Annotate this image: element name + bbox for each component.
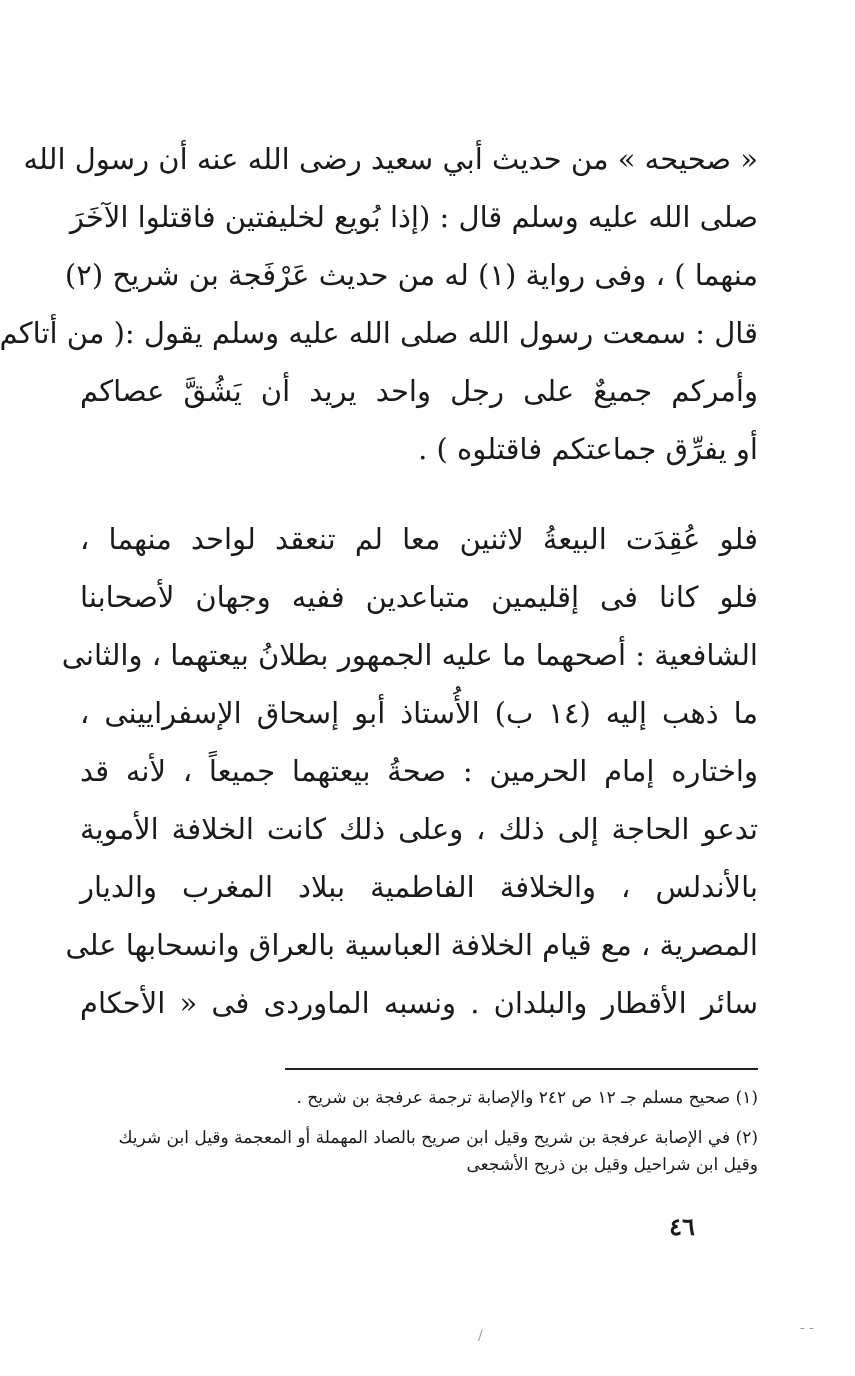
text-line: الشافعية : أصحهما ما عليه الجمهور بطلانُ بيعتهما ، والثانى xyxy=(61,638,758,672)
footnote-line: (٢) في الإصابة عرفجة بن شريح وقيل ابن صريح بالصاد المهملة أو المعجمة وقيل ابن شريك xyxy=(118,1128,758,1148)
text-line: تدعو الحاجة إلى ذلك ، وعلى ذلك كانت الخلافة الأموية xyxy=(80,812,758,846)
footnote-line: (١) صحيح مسلم جـ ١٢ ص ٢٤٢ والإصابة ترجمة عرفجة بن شريح . xyxy=(296,1088,758,1108)
text-line: واختاره إمام الحرمين : صحةُ بيعتهما جميعاً ، لأنه قد xyxy=(80,754,758,788)
text-line: قال : سمعت رسول الله صلى الله عليه وسلم يقول :( من أتاكم xyxy=(0,316,758,350)
text-line: وأمركم جميعٌ على رجل واحد يريد أن يَشُقَّ عصاكم xyxy=(80,374,758,408)
text-line: المصرية ، مع قيام الخلافة العباسية بالعراق وانسحابها على xyxy=(65,928,758,962)
scan-speck: / xyxy=(478,1328,483,1344)
page-number: ٤٦ xyxy=(669,1212,695,1241)
text-line: بالأندلس ، والخلافة الفاطمية ببلاد المغرب والديار xyxy=(80,870,758,904)
text-line: ما ذهب إليه (١٤ ب) الأُستاذ أبو إسحاق الإسفرايينى ، xyxy=(80,696,758,730)
footnote-line: وقيل ابن شراحيل وقيل بن ذريح الأشجعى xyxy=(466,1155,758,1175)
footnote-2 xyxy=(80,1125,758,1179)
footnote-1 xyxy=(80,1085,758,1112)
text-line: فلو كانا فى إقليمين متباعدين ففيه وجهان لأصحابنا xyxy=(80,580,758,614)
text-line: منهما ) ، وفى رواية (١) له من حديث عَرْفَجة بن شريح (٢) xyxy=(64,258,758,292)
text-line: « صحيحه » من حديث أبي سعيد رضى الله عنه أن رسول الله xyxy=(23,142,758,176)
paragraph-2 xyxy=(61,510,758,1032)
text-line: فلو عُقِدَت البيعةُ لاثنين معا لم تنعقد لواحد منهما ، xyxy=(80,522,758,556)
text-line: صلى الله عليه وسلم قال : (إذا بُويع لخليفتين فاقتلوا الآخَرَ xyxy=(69,200,758,234)
text-line: سائر الأقطار والبلدان . ونسبه الماوردى فى « الأحكام xyxy=(80,986,758,1020)
scan-speck: - - xyxy=(800,1320,814,1336)
footnote-divider xyxy=(285,1068,758,1070)
text-line: أو يفرِّق جماعتكم فاقتلوه ) . xyxy=(418,432,758,466)
paragraph-1 xyxy=(0,130,758,478)
